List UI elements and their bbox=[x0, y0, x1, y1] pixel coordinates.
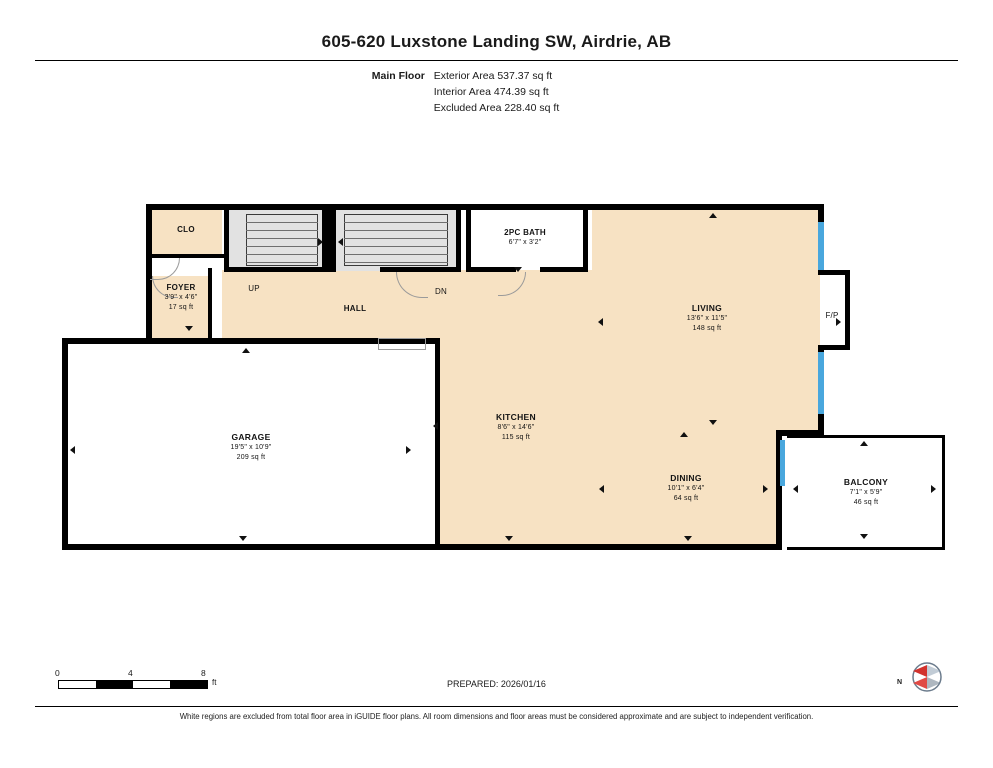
dim-arrow-balcony-left bbox=[793, 485, 798, 493]
wall-stairs-bottom-left bbox=[224, 267, 336, 272]
excluded-area: Excluded Area 228.40 sq ft bbox=[433, 102, 560, 114]
floor-label: Main Floor bbox=[371, 70, 425, 82]
wall-balcony-bottom bbox=[787, 547, 945, 550]
door-hall-garage bbox=[378, 338, 426, 350]
compass-icon bbox=[897, 661, 943, 693]
compass-north-label: N bbox=[897, 679, 903, 686]
dim-arrow-living-up bbox=[709, 213, 717, 218]
dim-arrow-bath-down bbox=[514, 267, 522, 272]
wall-bath-left bbox=[466, 204, 471, 272]
stair-tread bbox=[344, 238, 448, 239]
wall-balcony-right bbox=[942, 435, 945, 550]
dim-arrow-fp-right bbox=[836, 318, 841, 326]
wall-bottom bbox=[435, 544, 782, 550]
wall-fp-right bbox=[845, 270, 850, 350]
label-fireplace: F/P bbox=[825, 311, 839, 320]
wall-stairs-right bbox=[456, 204, 461, 272]
stairs-up-arrow bbox=[318, 238, 323, 246]
room-label-garage: GARAGE 19'5" x 10'9" 209 sq ft bbox=[230, 432, 272, 461]
window-living-lower bbox=[818, 352, 824, 414]
dim-arrow-balcony-right bbox=[931, 485, 936, 493]
dim-arrow-dining-left bbox=[599, 485, 604, 493]
scale-tick-labels: 0 4 8 bbox=[55, 668, 206, 678]
room-label-foyer: FOYER 3'9" x 4'6" 17 sq ft bbox=[164, 283, 198, 311]
dim-arrow-garage-up bbox=[242, 348, 250, 353]
room-label-clo: CLO bbox=[177, 225, 195, 234]
footer-divider bbox=[35, 706, 958, 707]
dim-arrow-garage-down bbox=[239, 536, 247, 541]
dim-arrow-balcony-up bbox=[860, 441, 868, 446]
wall-garage-bottom bbox=[62, 544, 440, 550]
room-label-dining: DINING 10'1" x 6'4" 64 sq ft bbox=[667, 473, 705, 502]
stair-tread bbox=[344, 246, 448, 247]
dim-arrow-living-left bbox=[598, 318, 603, 326]
stairs-down-arrow bbox=[338, 238, 343, 246]
page-title: 605-620 Luxstone Landing SW, Airdrie, AB bbox=[321, 32, 672, 51]
stair-tread bbox=[344, 262, 448, 263]
window-living-upper bbox=[818, 222, 824, 270]
room-label-bath: 2PC BATH 6'7" x 3'2" bbox=[504, 228, 546, 246]
dim-arrow-garage-left bbox=[70, 446, 75, 454]
stair-tread bbox=[246, 262, 318, 263]
wall-kitchen-left bbox=[435, 338, 440, 550]
room-fill-kitchen bbox=[440, 270, 592, 550]
stair-tread bbox=[246, 230, 318, 231]
dim-arrow-dining-right bbox=[763, 485, 768, 493]
stair-tread bbox=[246, 254, 318, 255]
stair-tread bbox=[246, 238, 318, 239]
dim-arrow-kitchen-left bbox=[433, 422, 438, 430]
stair-tread bbox=[344, 230, 448, 231]
wall-fp-bottom bbox=[818, 345, 850, 350]
dim-arrow-foyer-down bbox=[185, 326, 193, 331]
label-stairs-up: UP bbox=[248, 284, 260, 293]
stair-tread bbox=[246, 222, 318, 223]
interior-area: Interior Area 474.39 sq ft bbox=[433, 86, 549, 98]
dim-arrow-living-down bbox=[709, 420, 717, 425]
wall-garage-left bbox=[62, 338, 68, 550]
exterior-area: Exterior Area 537.37 sq ft bbox=[433, 70, 553, 82]
dim-arrow-dining-down bbox=[684, 536, 692, 541]
wall-bath-bottom-right bbox=[540, 267, 588, 272]
prepared-date: PREPARED: 2026/01/16 bbox=[447, 679, 546, 689]
wall-living-left bbox=[583, 204, 588, 236]
wall-balcony-top bbox=[787, 435, 945, 438]
wall-stairs-left bbox=[224, 204, 229, 272]
dim-arrow-garage-right bbox=[406, 446, 411, 454]
scale-unit: ft bbox=[212, 678, 217, 687]
room-label-balcony: BALCONY 7'1" x 5'9" 46 sq ft bbox=[843, 477, 889, 506]
stair-tread bbox=[344, 222, 448, 223]
label-stairs-dn: DN bbox=[435, 287, 447, 296]
window-dining-patio bbox=[780, 440, 785, 486]
disclaimer-text: White regions are excluded from total floor area in iGUIDE floor plans. All room dimensions and floor areas must be considered approximate and are subject to independent verification. bbox=[179, 712, 814, 721]
wall-top bbox=[146, 204, 824, 210]
dim-arrow-kitchen-down bbox=[505, 536, 513, 541]
dim-arrow-balcony-down bbox=[860, 534, 868, 539]
compass-rose bbox=[897, 661, 943, 693]
stair-tread bbox=[344, 254, 448, 255]
wall-stairs-middle bbox=[322, 204, 336, 272]
room-label-kitchen: KITCHEN 8'6" x 14'6" 115 sq ft bbox=[496, 412, 536, 441]
dim-arrow-dining-up bbox=[680, 432, 688, 437]
room-label-hall: HALL bbox=[343, 304, 367, 313]
stair-tread bbox=[246, 246, 318, 247]
room-label-living: LIVING 13'6" x 11'5" 148 sq ft bbox=[686, 303, 728, 332]
